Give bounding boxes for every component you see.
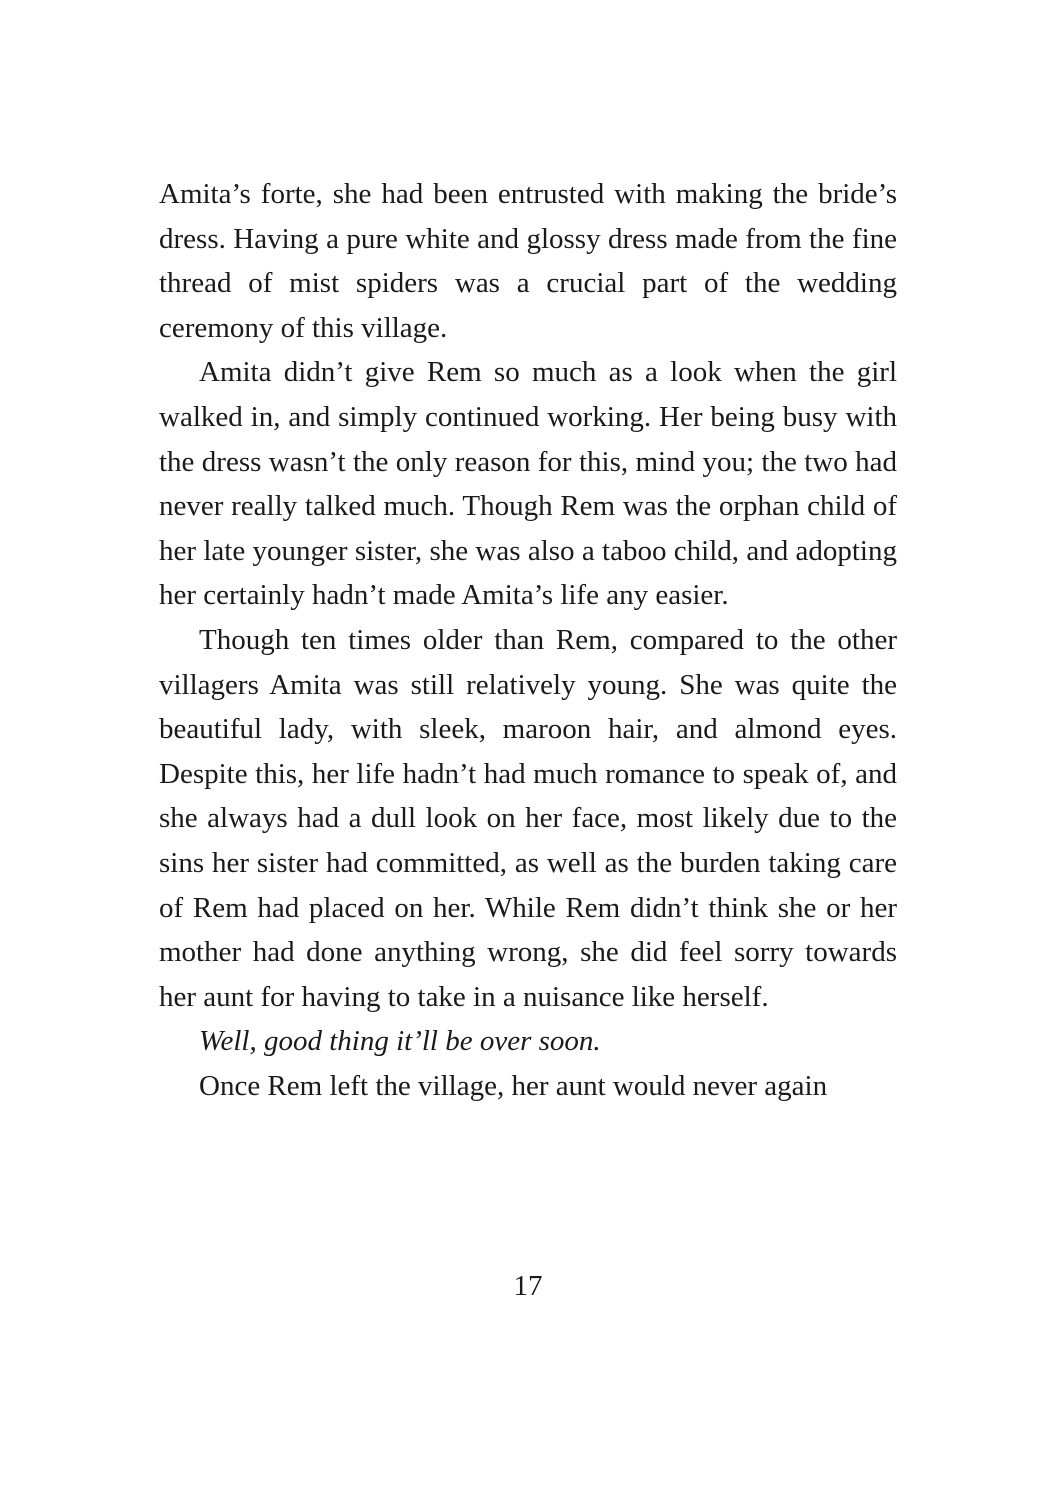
body-text — [159, 172, 897, 1108]
page-number: 17 — [513, 1270, 543, 1302]
paragraph-inner-thought: Well, good thing it’ll be over soon. — [199, 1025, 601, 1058]
paragraph-amita-ignores-rem: Amita didn’t give Rem so much as a look when the girl walked in, and simply continued working. Her being busy with the dress wasn’t the only reason for this, mind you; the two had never really talked much. Though Rem was the orphan child of her late younger sister, she was also a taboo child, and adopting her certainly hadn’t made Amita’s life any easier. — [159, 356, 897, 612]
paragraph-continues-next-page: Once Rem left the village, her aunt would never again — [199, 1069, 828, 1102]
paragraph-continued: Amita’s forte, she had been entrusted with making the bride’s dress. Having a pure white and glossy dress made from the fine thread of mist spiders was a crucial part of the wedding ceremony of this village. — [159, 178, 897, 344]
paragraph-amita-description: Though ten times older than Rem, compared to the other villagers Amita was still relatively young. She was quite the beautiful lady, with sleek, maroon hair, and almond eyes. Despite this, her life hadn’t had much romance to speak of, and she always had a dull look on her face, most likely due to the sins her sister had committed, as well as the burden taking care of Rem had placed on her. While Rem didn’t think she or her mother had done anything wrong, she did feel sorry towards her aunt for having to take in a nuisance like herself. — [159, 623, 897, 1013]
